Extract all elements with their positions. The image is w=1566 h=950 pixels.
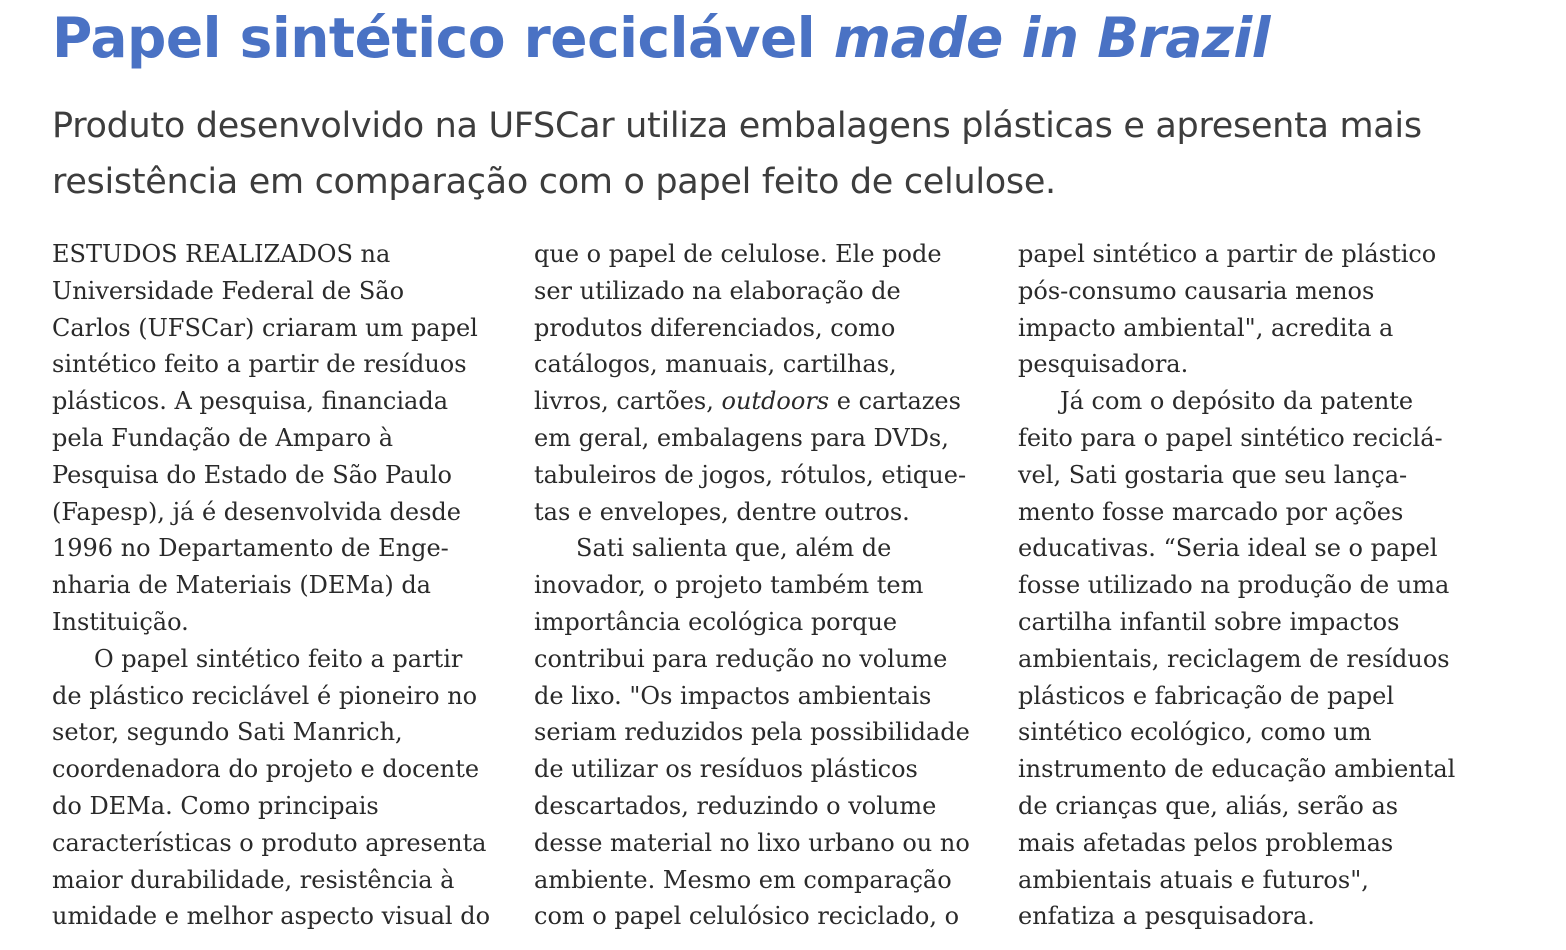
body-text: ambientais atuais e futuros", bbox=[1018, 865, 1369, 894]
body-text: umidade e melhor aspecto visual do bbox=[52, 902, 491, 931]
body-text: cartilha infantil sobre impactos bbox=[1018, 607, 1400, 636]
body-text: Já com o depósito da patente bbox=[1060, 387, 1414, 416]
body-text-line bbox=[1018, 714, 1468, 751]
body-text: produtos diferenciados, como bbox=[534, 313, 896, 342]
body-text-line bbox=[52, 898, 502, 935]
body-text-line bbox=[52, 346, 502, 383]
body-text: desse material no lixo urbano ou no bbox=[534, 828, 970, 857]
body-text: sintético ecológico, como um bbox=[1018, 718, 1372, 747]
body-text-line bbox=[534, 530, 984, 567]
body-text: e cartazes bbox=[829, 387, 961, 416]
article-headline bbox=[52, 2, 1270, 74]
body-text: com o papel celulósico reciclado, o bbox=[534, 902, 960, 931]
body-text: em geral, embalagens para DVDs, bbox=[534, 423, 949, 452]
body-column-3 bbox=[1018, 236, 1468, 935]
body-text: de lixo. "Os impactos ambientais bbox=[534, 681, 932, 710]
body-text-line bbox=[534, 383, 984, 420]
body-text: educativas. “Seria ideal se o papel bbox=[1018, 534, 1438, 563]
body-text: nharia de Materiais (DEMa) da bbox=[52, 571, 431, 600]
body-text-line bbox=[534, 310, 984, 347]
body-text: do DEMa. Como principais bbox=[52, 791, 379, 820]
body-text-line bbox=[52, 604, 502, 641]
body-text-line bbox=[534, 494, 984, 531]
body-text: mento fosse marcado por ações bbox=[1018, 497, 1404, 526]
body-text: ambientais, reciclagem de resíduos bbox=[1018, 644, 1450, 673]
body-text-line bbox=[1018, 641, 1468, 678]
body-text: impacto ambiental", acredita a bbox=[1018, 313, 1394, 342]
body-text-line bbox=[52, 310, 502, 347]
body-text-line bbox=[1018, 310, 1468, 347]
body-text-line bbox=[52, 457, 502, 494]
body-text-line bbox=[534, 751, 984, 788]
body-text: enfatiza a pesquisadora. bbox=[1018, 902, 1315, 931]
body-text-line bbox=[534, 825, 984, 862]
body-text: (Fapesp), já é desenvolvida desde bbox=[52, 497, 461, 526]
body-text: plásticos e fabricação de papel bbox=[1018, 681, 1395, 710]
body-text: 1996 no Departamento de Enge- bbox=[52, 534, 449, 563]
subhead-line: Produto desenvolvido na UFSCar utiliza embalagens plásticas e apresenta mais bbox=[52, 106, 1422, 146]
body-text-line bbox=[1018, 862, 1468, 899]
body-text-line bbox=[534, 678, 984, 715]
body-text-line bbox=[52, 567, 502, 604]
body-text-line bbox=[52, 494, 502, 531]
body-text-italic: outdoors bbox=[721, 387, 830, 416]
body-text: pesquisadora. bbox=[1018, 350, 1189, 379]
body-text: de crianças que, aliás, serão as bbox=[1018, 791, 1399, 820]
body-text: Instituição. bbox=[52, 607, 189, 636]
body-text: pós-consumo causaria menos bbox=[1018, 276, 1375, 305]
body-text-line bbox=[52, 236, 502, 273]
body-text: plásticos. A pesquisa, financiada bbox=[52, 387, 448, 416]
body-text: catálogos, manuais, cartilhas, bbox=[534, 350, 897, 379]
body-text-line bbox=[52, 383, 502, 420]
body-text-line bbox=[1018, 494, 1468, 531]
body-text-line bbox=[52, 273, 502, 310]
body-column-1 bbox=[52, 236, 502, 935]
body-text-line bbox=[534, 641, 984, 678]
body-text-line bbox=[1018, 825, 1468, 862]
body-text-line bbox=[1018, 604, 1468, 641]
body-text-line bbox=[1018, 420, 1468, 457]
body-text-line bbox=[1018, 273, 1468, 310]
body-text-line bbox=[1018, 567, 1468, 604]
body-text-line bbox=[52, 862, 502, 899]
body-text: setor, segundo Sati Manrich, bbox=[52, 718, 403, 747]
body-text-line bbox=[534, 457, 984, 494]
body-text-line bbox=[1018, 383, 1468, 420]
body-text-line bbox=[534, 604, 984, 641]
body-text-line bbox=[1018, 751, 1468, 788]
body-text: de plástico reciclável é pioneiro no bbox=[52, 681, 478, 710]
body-text-line bbox=[534, 346, 984, 383]
body-text: ESTUDOS REALIZADOS na bbox=[52, 240, 391, 268]
body-text: fosse utilizado na produção de uma bbox=[1018, 571, 1450, 600]
body-text: feito para o papel sintético reciclá- bbox=[1018, 423, 1443, 452]
body-text-line bbox=[534, 714, 984, 751]
article-subhead bbox=[52, 98, 1492, 210]
body-text: seriam reduzidos pela possibilidade bbox=[534, 718, 970, 747]
body-text-line bbox=[52, 420, 502, 457]
body-text: Pesquisa do Estado de São Paulo bbox=[52, 460, 452, 489]
body-text: mais afetadas pelos problemas bbox=[1018, 828, 1394, 857]
body-text-line bbox=[534, 862, 984, 899]
body-text: Sati salienta que, além de bbox=[576, 534, 892, 563]
body-text-line bbox=[52, 714, 502, 751]
body-text: que o papel de celulose. Ele pode bbox=[534, 240, 942, 268]
body-text: coordenadora do projeto e docente bbox=[52, 755, 480, 784]
body-text-line bbox=[534, 273, 984, 310]
body-text: pela Fundação de Amparo à bbox=[52, 423, 394, 452]
body-text: Universidade Federal de São bbox=[52, 276, 405, 305]
body-text: contribui para redução no volume bbox=[534, 644, 948, 673]
body-text-line bbox=[52, 641, 502, 678]
body-text: Carlos (UFSCar) criaram um papel bbox=[52, 313, 478, 342]
body-text-line bbox=[534, 420, 984, 457]
body-text: inovador, o projeto também tem bbox=[534, 571, 924, 600]
body-text: vel, Sati gostaria que seu lança- bbox=[1018, 460, 1408, 489]
body-text: O papel sintético feito a partir bbox=[94, 644, 463, 673]
body-text-line bbox=[52, 678, 502, 715]
body-text-line bbox=[534, 788, 984, 825]
body-column-2 bbox=[534, 236, 984, 935]
body-text-line bbox=[52, 530, 502, 567]
body-text: sintético feito a partir de resíduos bbox=[52, 350, 467, 379]
body-text: instrumento de educação ambiental bbox=[1018, 755, 1456, 784]
body-text: papel sintético a partir de plástico bbox=[1018, 240, 1437, 268]
body-text: tabuleiros de jogos, rótulos, etique- bbox=[534, 460, 967, 489]
headline-main: Papel sintético reciclável bbox=[52, 6, 834, 70]
body-text: de utilizar os resíduos plásticos bbox=[534, 755, 918, 784]
body-text: ambiente. Mesmo em comparação bbox=[534, 865, 952, 894]
body-text-line bbox=[52, 788, 502, 825]
body-text-line bbox=[534, 567, 984, 604]
body-text-line bbox=[1018, 788, 1468, 825]
body-text-line bbox=[1018, 530, 1468, 567]
body-text: maior durabilidade, resistência à bbox=[52, 865, 455, 894]
body-text-line bbox=[534, 236, 984, 273]
subhead-line: resistência em comparação com o papel feito de celulose. bbox=[52, 162, 1056, 202]
body-text-line bbox=[1018, 678, 1468, 715]
body-text: descartados, reduzindo o volume bbox=[534, 791, 937, 820]
body-text: importância ecológica porque bbox=[534, 607, 898, 636]
body-text-line bbox=[534, 898, 984, 935]
body-text: livros, cartões, bbox=[534, 387, 722, 416]
body-text-line bbox=[52, 825, 502, 862]
headline-italic: made in Brazil bbox=[833, 6, 1271, 70]
body-text-line bbox=[1018, 898, 1468, 935]
body-text-line bbox=[1018, 236, 1468, 273]
body-text-line bbox=[1018, 346, 1468, 383]
body-text: ser utilizado na elaboração de bbox=[534, 276, 901, 305]
body-text-line bbox=[52, 751, 502, 788]
body-text-line bbox=[1018, 457, 1468, 494]
body-text: tas e envelopes, dentre outros. bbox=[534, 497, 910, 526]
body-text: características o produto apresenta bbox=[52, 828, 487, 857]
